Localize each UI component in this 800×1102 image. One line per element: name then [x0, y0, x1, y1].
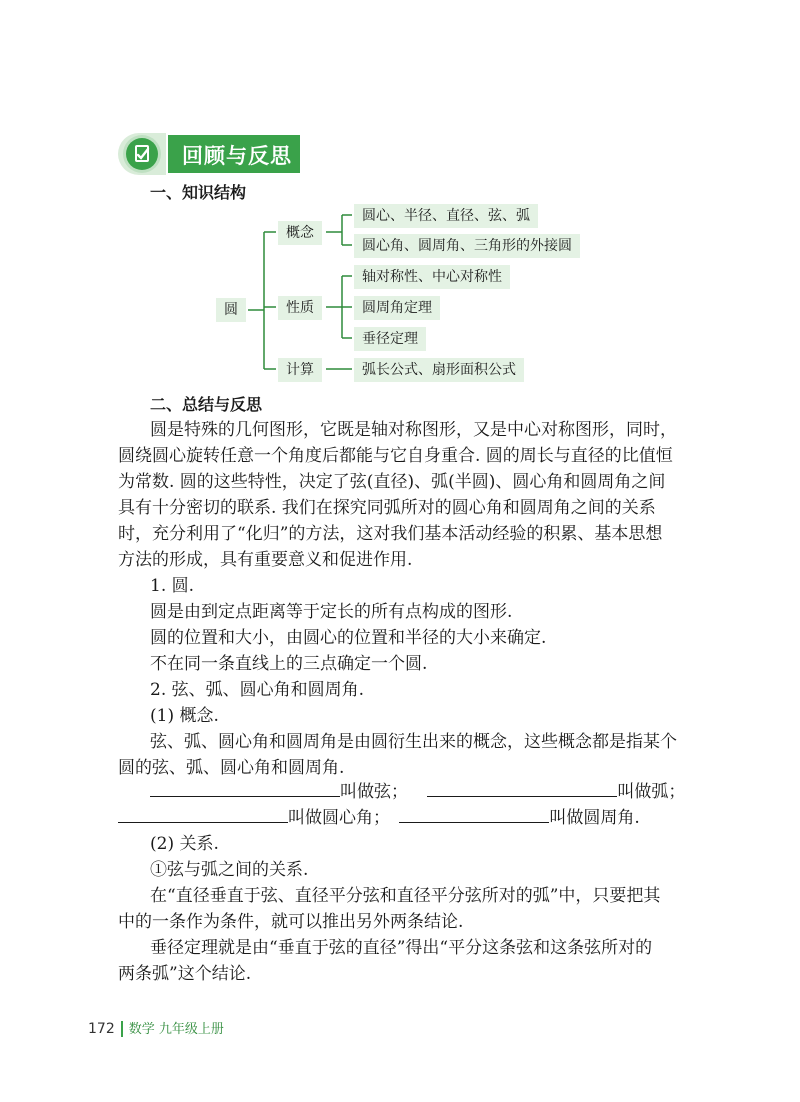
paragraph-line: 两条弧”这个结论.: [118, 964, 252, 984]
blank-chord[interactable]: [150, 780, 340, 797]
blank-arc[interactable]: [427, 780, 617, 797]
tree-root: 圆: [216, 298, 246, 322]
item-title: 2. 弦、弧、圆心角和圆周角.: [150, 680, 365, 700]
tree-leaf: 弧长公式、扇形面积公式: [354, 358, 524, 382]
section-heading-structure: 一、知识结构: [150, 183, 247, 202]
tree-branch-calculation: 计算: [278, 358, 322, 382]
paragraph-line: 圆是由到定点距离等于定长的所有点构成的图形.: [150, 602, 513, 622]
paragraph-line: 具有十分密切的联系. 我们在探究同弧所对的圆心角和圆周角之间的关系: [118, 498, 656, 518]
subsection-title: ①弦与弧之间的关系.: [150, 860, 309, 880]
tree-leaf: 圆心、半径、直径、弦、弧: [354, 204, 538, 228]
paragraph-line: 圆绕圆心旋转任意一个角度后都能与它自身重合. 圆的周长与直径的比值恒: [118, 446, 673, 466]
paragraph-line: 中的一条作为条件，就可以推出另外两条结论.: [118, 912, 464, 932]
paragraph-line: 圆的弦、弧、圆心角和圆周角.: [118, 758, 345, 778]
paragraph-line: 圆是特殊的几何图形，它既是轴对称图形，又是中心对称图形，同时，: [150, 420, 677, 440]
paragraph-line: 不在同一条直线上的三点确定一个圆.: [150, 654, 428, 674]
item-title: 1. 圆.: [150, 576, 195, 596]
paragraph-line: 圆的位置和大小，由圆心的位置和半径的大小来确定.: [150, 628, 547, 648]
fill-blank-row: [118, 806, 640, 830]
blank-label: 叫做圆周角.: [549, 808, 640, 828]
paragraph-line: 弦、弧、圆心角和圆周角是由圆衍生出来的概念，这些概念都是指某个: [150, 732, 677, 752]
paragraph-line: 为常数. 圆的这些特性，决定了弦(直径)、弧(半圆)、圆心角和圆周角之间: [118, 472, 666, 492]
tree-leaf: 垂径定理: [354, 327, 426, 351]
section-banner: [118, 133, 300, 175]
paragraph-line: 在“直径垂直于弦、直径平分弦和直径平分弦所对的弧”中，只要把其: [150, 886, 661, 906]
tree-leaf: 圆周角定理: [354, 296, 440, 320]
subsection-title: (1) 概念.: [150, 706, 219, 726]
blank-label: 叫做圆心角；: [288, 808, 390, 828]
page-number: 172: [88, 1021, 115, 1037]
blank-inscribed-angle[interactable]: [399, 806, 549, 823]
tree-leaf: 轴对称性、中心对称性: [354, 265, 510, 289]
tree-branch-concept: 概念: [278, 221, 322, 245]
footer-divider: [121, 1021, 123, 1037]
section-heading-summary: 二、总结与反思: [150, 395, 263, 414]
blank-central-angle[interactable]: [118, 806, 288, 823]
paragraph-line: 方法的形成，具有重要意义和促进作用.: [118, 550, 413, 570]
fill-blank-row: [150, 780, 685, 804]
banner-title-bar: [168, 135, 300, 173]
book-title: 数学 九年级上册: [128, 1022, 224, 1037]
paragraph-line: 垂径定理就是由“垂直于弦的直径”得出“平分这条弦和这条弦所对的: [150, 938, 653, 958]
page-title: 回顾与反思: [182, 144, 292, 168]
subsection-title: (2) 关系.: [150, 834, 219, 854]
tree-branch-property: 性质: [278, 296, 322, 320]
blank-label: 叫做弧；: [617, 782, 686, 802]
blank-label: 叫做弦；: [340, 782, 408, 802]
tree-leaf: 圆心角、圆周角、三角形的外接圆: [354, 234, 580, 258]
review-check-icon: [126, 138, 158, 170]
page-footer: [88, 1018, 224, 1037]
paragraph-line: 时，充分利用了“化归”的方法，这对我们基本活动经验的积累、基本思想: [118, 524, 663, 544]
